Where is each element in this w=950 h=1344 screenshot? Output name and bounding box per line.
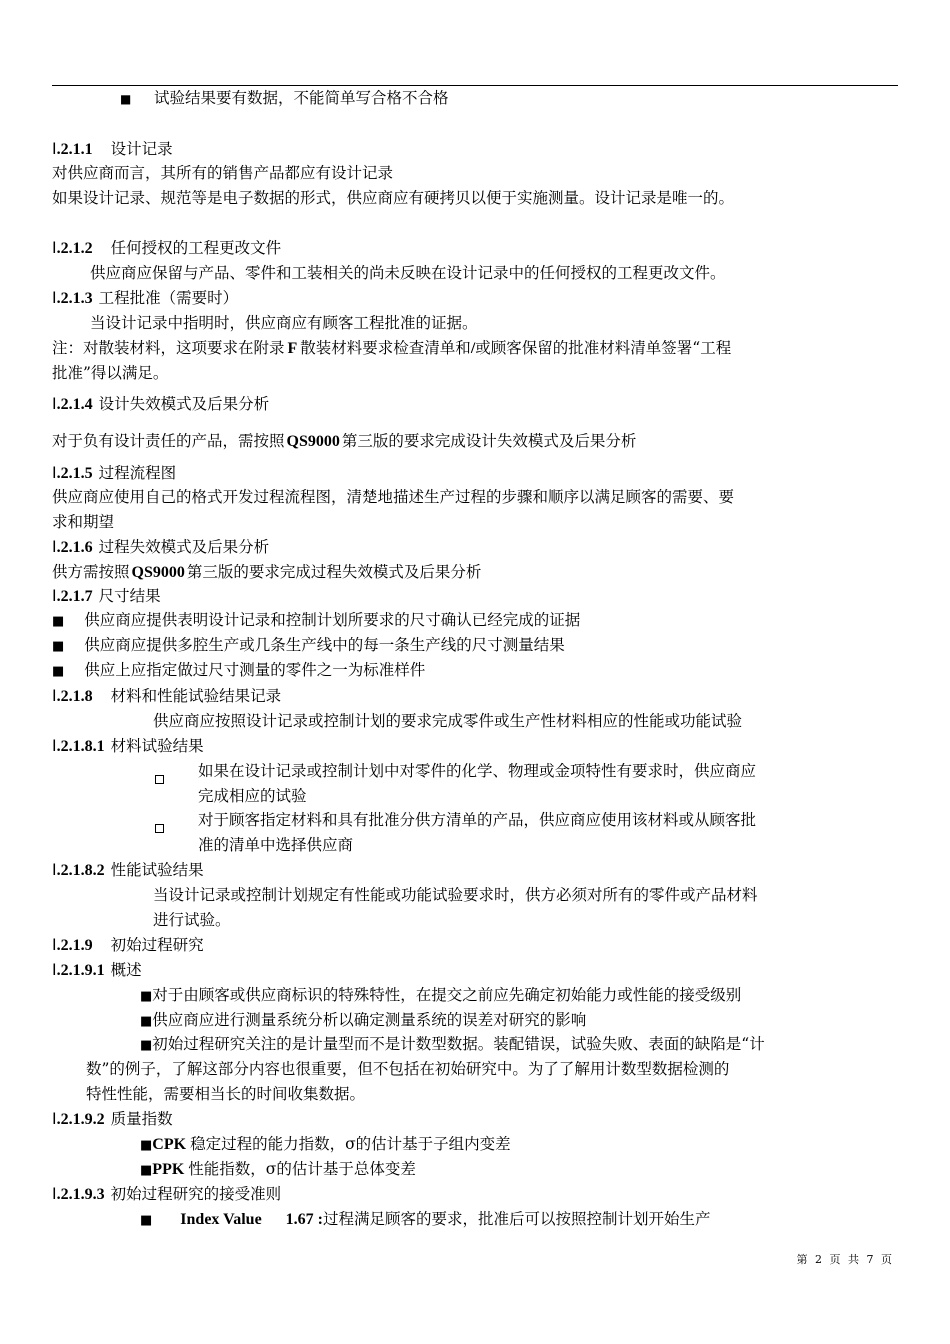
heading-2-1-8: Ⅰ.2.1.8 材料和性能试验结果记录	[52, 687, 282, 705]
list-item: ■对于由顾客或供应商标识的特殊特性，在提交之前应先确定初始能力或性能的接受级别	[140, 983, 741, 1009]
checkbox-bullet-icon	[155, 775, 164, 784]
heading-2-1-9: Ⅰ.2.1.9 初始过程研究	[52, 936, 204, 954]
list-item: ■ 供应上应指定做过尺寸测量的零件之一为标准样件	[52, 658, 425, 684]
paragraph: 完成相应的试验	[198, 787, 307, 805]
paragraph: 准的清单中选择供应商	[198, 836, 354, 854]
list-item: ■CPK 稳定过程的能力指数，σ的估计基于子组内变差	[140, 1132, 511, 1158]
bullet-icon: ■	[120, 92, 132, 106]
paragraph: 数”的例子，了解这部分内容也很重要，但不包括在初始研究中。为了了解用计数型数据检测的	[86, 1060, 730, 1078]
bullet-icon: ■	[140, 1038, 153, 1053]
heading-2-1-5: Ⅰ.2.1.5 过程流程图	[52, 464, 177, 482]
paragraph: 对供应商而言，其所有的销售产品都应有设计记录	[52, 164, 394, 182]
note-line: 注：对散装材料，这项要求在附录 F 散装材料要求检查清单和/或顾客保留的批准材料清单签署“工程	[52, 339, 732, 357]
heading-2-1-9-3: Ⅰ.2.1.9.3 初始过程研究的接受准则	[52, 1185, 282, 1203]
heading-2-1-1: Ⅰ.2.1.1 设计记录	[52, 140, 173, 158]
paragraph: 求和期望	[52, 513, 115, 531]
bullet-icon: ■	[140, 1163, 153, 1178]
bullet-icon: ■	[140, 1014, 153, 1029]
page-footer: 第 2 页 共 7 页	[796, 1253, 894, 1266]
list-item: ■初始过程研究关注的是计量型而不是计数型数据。装配错误，试验失败、表面的缺陷是“计	[140, 1032, 765, 1058]
paragraph: 供应商应保留与产品、零件和工装相关的尚未反映在设计记录中的任何授权的工程更改文件。	[90, 264, 726, 282]
heading-2-1-8-1: Ⅰ.2.1.8.1 材料试验结果	[52, 737, 204, 755]
paragraph: 供应商应按照设计记录或控制计划的要求完成零件或生产性材料相应的性能或功能试验	[153, 712, 743, 730]
list-item: ■供应商应进行测量系统分析以确定测量系统的误差对研究的影响	[140, 1008, 586, 1034]
paragraph: 如果在设计记录或控制计划中对零件的化学、物理或金项特性有要求时，供应商应	[198, 762, 757, 780]
paragraph: 对于顾客指定材料和具有批准分供方清单的产品，供应商应使用该材料或从顾客批	[198, 811, 757, 829]
heading-2-1-9-1: Ⅰ.2.1.9.1 概述	[52, 961, 142, 979]
heading-2-1-6: Ⅰ.2.1.6 过程失效模式及后果分析	[52, 538, 270, 556]
list-item: ■PPK 性能指数，σ的估计基于总体变差	[140, 1157, 416, 1183]
paragraph: 如果设计记录、规范等是电子数据的形式，供应商应有硬拷贝以便于实施测量。设计记录是唯一的。	[52, 189, 735, 207]
bullet-icon: ■	[52, 664, 65, 679]
heading-2-1-7: Ⅰ.2.1.7 尺寸结果	[52, 587, 161, 605]
paragraph: 特性性能，需要相当长的时间收集数据。	[86, 1085, 366, 1103]
heading-2-1-3: Ⅰ.2.1.3 工程批准（需要时）	[52, 289, 239, 307]
bullet-icon: ■	[52, 639, 65, 654]
note-line: 批准”得以满足。	[52, 364, 169, 382]
heading-2-1-4: Ⅰ.2.1.4 设计失效模式及后果分析	[52, 395, 270, 413]
bullet-icon: ■	[140, 1138, 153, 1153]
checkbox-bullet-icon	[155, 824, 164, 833]
list-item: ■ 供应商应提供多腔生产或几条生产线中的每一条生产线的尺寸测量结果	[52, 633, 565, 659]
bullet-icon: ■	[52, 614, 65, 629]
top-bullet-line	[120, 86, 449, 111]
paragraph: 当设计记录中指明时，供应商应有顾客工程批准的证据。	[90, 314, 478, 332]
heading-2-1-2: Ⅰ.2.1.2 任何授权的工程更改文件	[52, 239, 282, 257]
paragraph: 进行试验。	[153, 911, 231, 929]
paragraph: 当设计记录或控制计划规定有性能或功能试验要求时，供方必须对所有的零件或产品材料	[153, 886, 758, 904]
bullet-icon: ■	[140, 1213, 153, 1228]
list-item: ■ 供应商应提供表明设计记录和控制计划所要求的尺寸确认已经完成的证据	[52, 608, 580, 634]
paragraph: 供应商应使用自己的格式开发过程流程图，清楚地描述生产过程的步骤和顺序以满足顾客的需要、要	[52, 488, 735, 506]
bullet-icon: ■	[140, 989, 153, 1004]
heading-2-1-8-2: Ⅰ.2.1.8.2 性能试验结果	[52, 861, 204, 879]
top-bullet-text: 试验结果要有数据，不能简单写合格不合格	[154, 89, 449, 107]
heading-2-1-9-2: Ⅰ.2.1.9.2 质量指数	[52, 1110, 173, 1128]
paragraph: 供方需按照 QS9000 第三版的要求完成过程失效模式及后果分析	[52, 563, 482, 581]
list-item: ■ Index Value 1.67 :过程满足顾客的要求，批准后可以按照控制计划开始生产	[140, 1207, 711, 1233]
paragraph: 对于负有设计责任的产品，需按照 QS9000 第三版的要求完成设计失效模式及后果分析	[52, 432, 637, 450]
